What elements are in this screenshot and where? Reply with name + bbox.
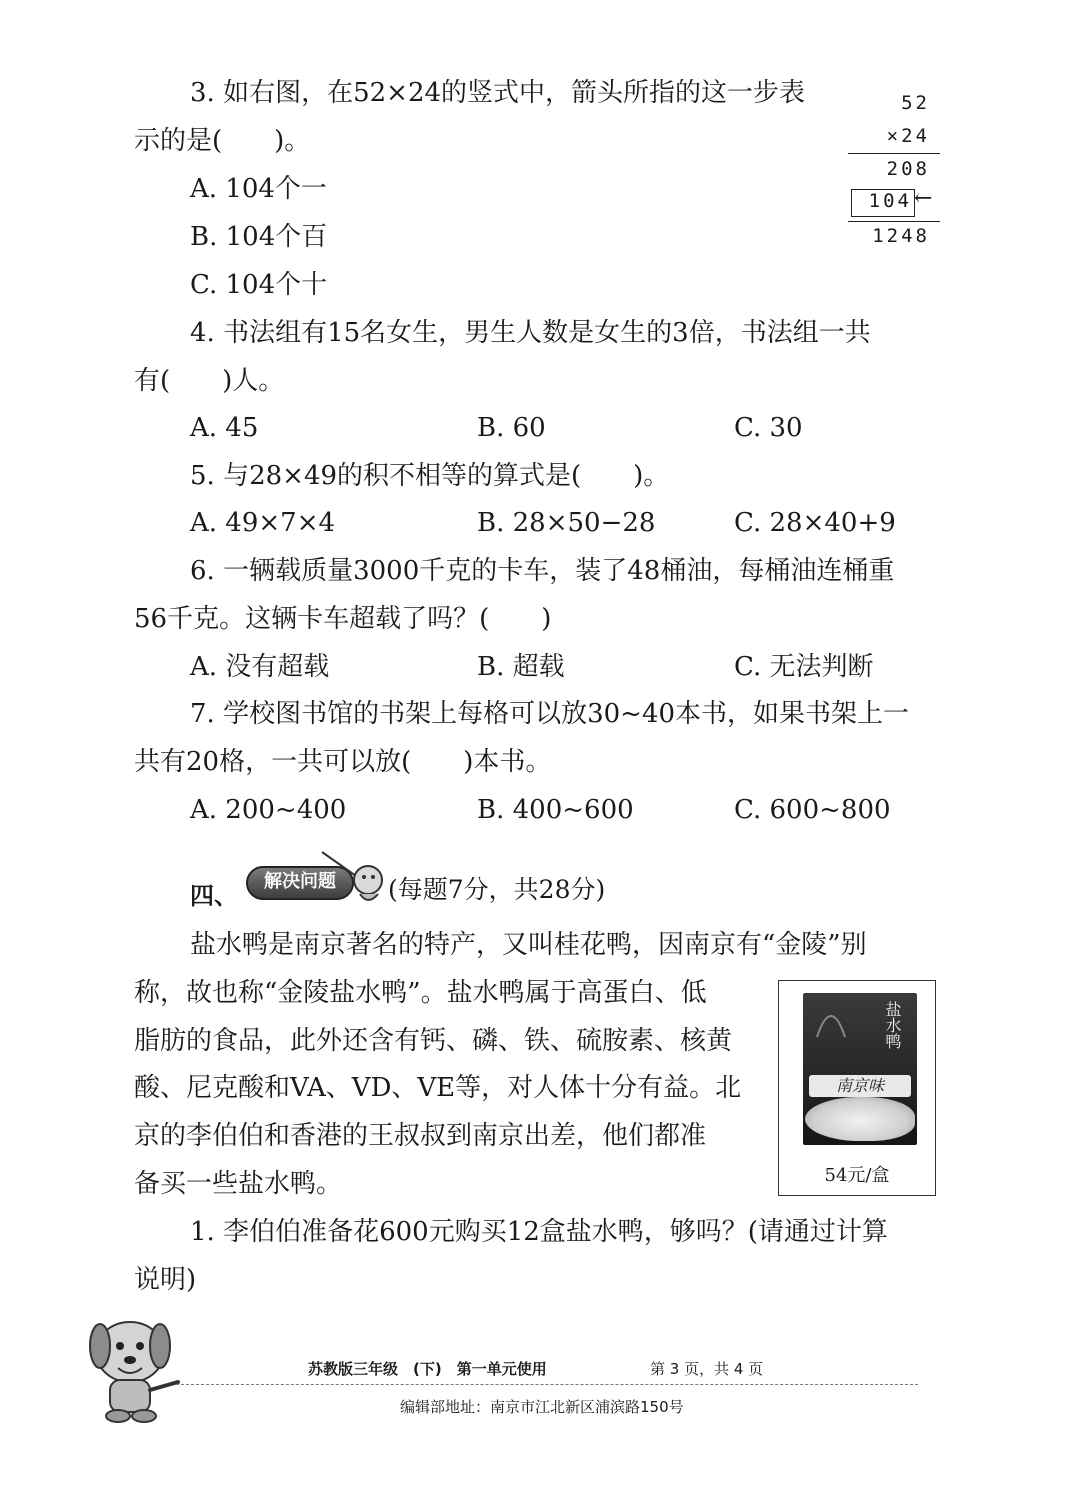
product-box (778, 980, 936, 1196)
passage-line-5: 京的李伯伯和香港的王叔叔到南京出差，他们都准 (134, 1121, 707, 1151)
vm-multiplicand: 52 (901, 92, 930, 114)
product-price: 54元/盒 (824, 1165, 890, 1186)
footer-page-number: 第 3 页，共 4 页 (650, 1360, 764, 1378)
q3-line-1: 3. 如右图，在52×24的竖式中，箭头所指的这一步表 (190, 78, 806, 108)
q7-option-b: B. 400~600 (477, 795, 634, 825)
package-band: 南京味 (809, 1075, 911, 1097)
passage-line-6: 备买一些盐水鸭。 (134, 1169, 343, 1199)
q5-line-1: 5. 与28×49的积不相等的算式是( )。 (190, 461, 670, 491)
q6-option-c: C. 无法判断 (734, 652, 874, 682)
q6-option-a: A. 没有超载 (190, 652, 330, 682)
package-title: 盐水鸭 (883, 1001, 902, 1049)
q7-line-2: 共有20格，一共可以放( )本书。 (134, 747, 552, 777)
q7-line-1: 7. 学校图书馆的书架上每格可以放30~40本书，如果书架上一 (190, 699, 910, 729)
q6-line-1: 6. 一辆载质量3000千克的卡车，装了48桶油，每桶油连桶重 (190, 556, 895, 586)
problem-1-line-2: 说明) (134, 1265, 197, 1295)
section-note: (每题7分，共28分) (388, 875, 606, 904)
passage-line-4: 酸、尼克酸和VA、VD、VE等，对人体十分有益。北 (134, 1073, 742, 1103)
q4-option-a: A. 45 (190, 413, 259, 443)
q6-line-2: 56千克。这辆卡车超载了吗？( ) (134, 604, 552, 634)
vm-product: 1248 (872, 225, 930, 247)
duck-image (805, 1097, 915, 1141)
vm-partial-1: 208 (886, 158, 930, 180)
footer-rule (176, 1384, 918, 1385)
vm-partial-2: 104 (868, 190, 912, 212)
section-number: 四、 (190, 882, 238, 910)
q4-option-b: B. 60 (477, 413, 546, 443)
passage-line-2: 称，故也称“金陵盐水鸭”。盐水鸭属于高蛋白、低 (134, 978, 707, 1008)
q6-option-b: B. 超载 (477, 652, 565, 682)
q3-option-a: A. 104个一 (190, 174, 327, 204)
q4-line-2: 有( )人。 (134, 366, 285, 396)
passage-line-3: 脂肪的食品，此外还含有钙、磷、铁、硫胺素、核黄 (134, 1026, 733, 1056)
q4-line-1: 4. 书法组有15名女生，男生人数是女生的3倍，书法组一共 (190, 318, 871, 348)
q7-option-a: A. 200~400 (190, 795, 347, 825)
q4-option-c: C. 30 (734, 413, 803, 443)
problem-1-line-1: 1. 李伯伯准备花600元购买12盒盐水鸭，够吗？(请通过计算 (190, 1217, 888, 1247)
mascot-dog-icon (78, 1306, 190, 1424)
product-image (803, 993, 917, 1145)
passage-line-1: 盐水鸭是南京著名的特产，又叫桂花鸭，因南京有“金陵”别 (190, 930, 867, 960)
q3-line-2: 示的是( )。 (134, 126, 311, 156)
q3-option-b: B. 104个百 (190, 222, 328, 252)
q5-option-b: B. 28×50−28 (477, 508, 656, 538)
package-handle-icon (811, 1001, 851, 1041)
vm-rule-1 (848, 153, 940, 154)
vm-multiplier: ×24 (886, 125, 930, 147)
q5-option-a: A. 49×7×4 (190, 508, 336, 538)
q3-option-c: C. 104个十 (190, 270, 328, 300)
vm-rule-2 (848, 221, 940, 222)
vm-arrow-icon: ← (914, 186, 933, 211)
mascot-pointer-icon (316, 846, 388, 908)
q7-option-c: C. 600~800 (734, 795, 891, 825)
footer-edition: 苏教版三年级 (下) 第一单元使用 (308, 1360, 547, 1378)
footer-address: 编辑部地址：南京市江北新区浦滨路150号 (400, 1398, 684, 1416)
q5-option-c: C. 28×40+9 (734, 508, 896, 538)
section-badge: 解决问题 (246, 866, 354, 900)
